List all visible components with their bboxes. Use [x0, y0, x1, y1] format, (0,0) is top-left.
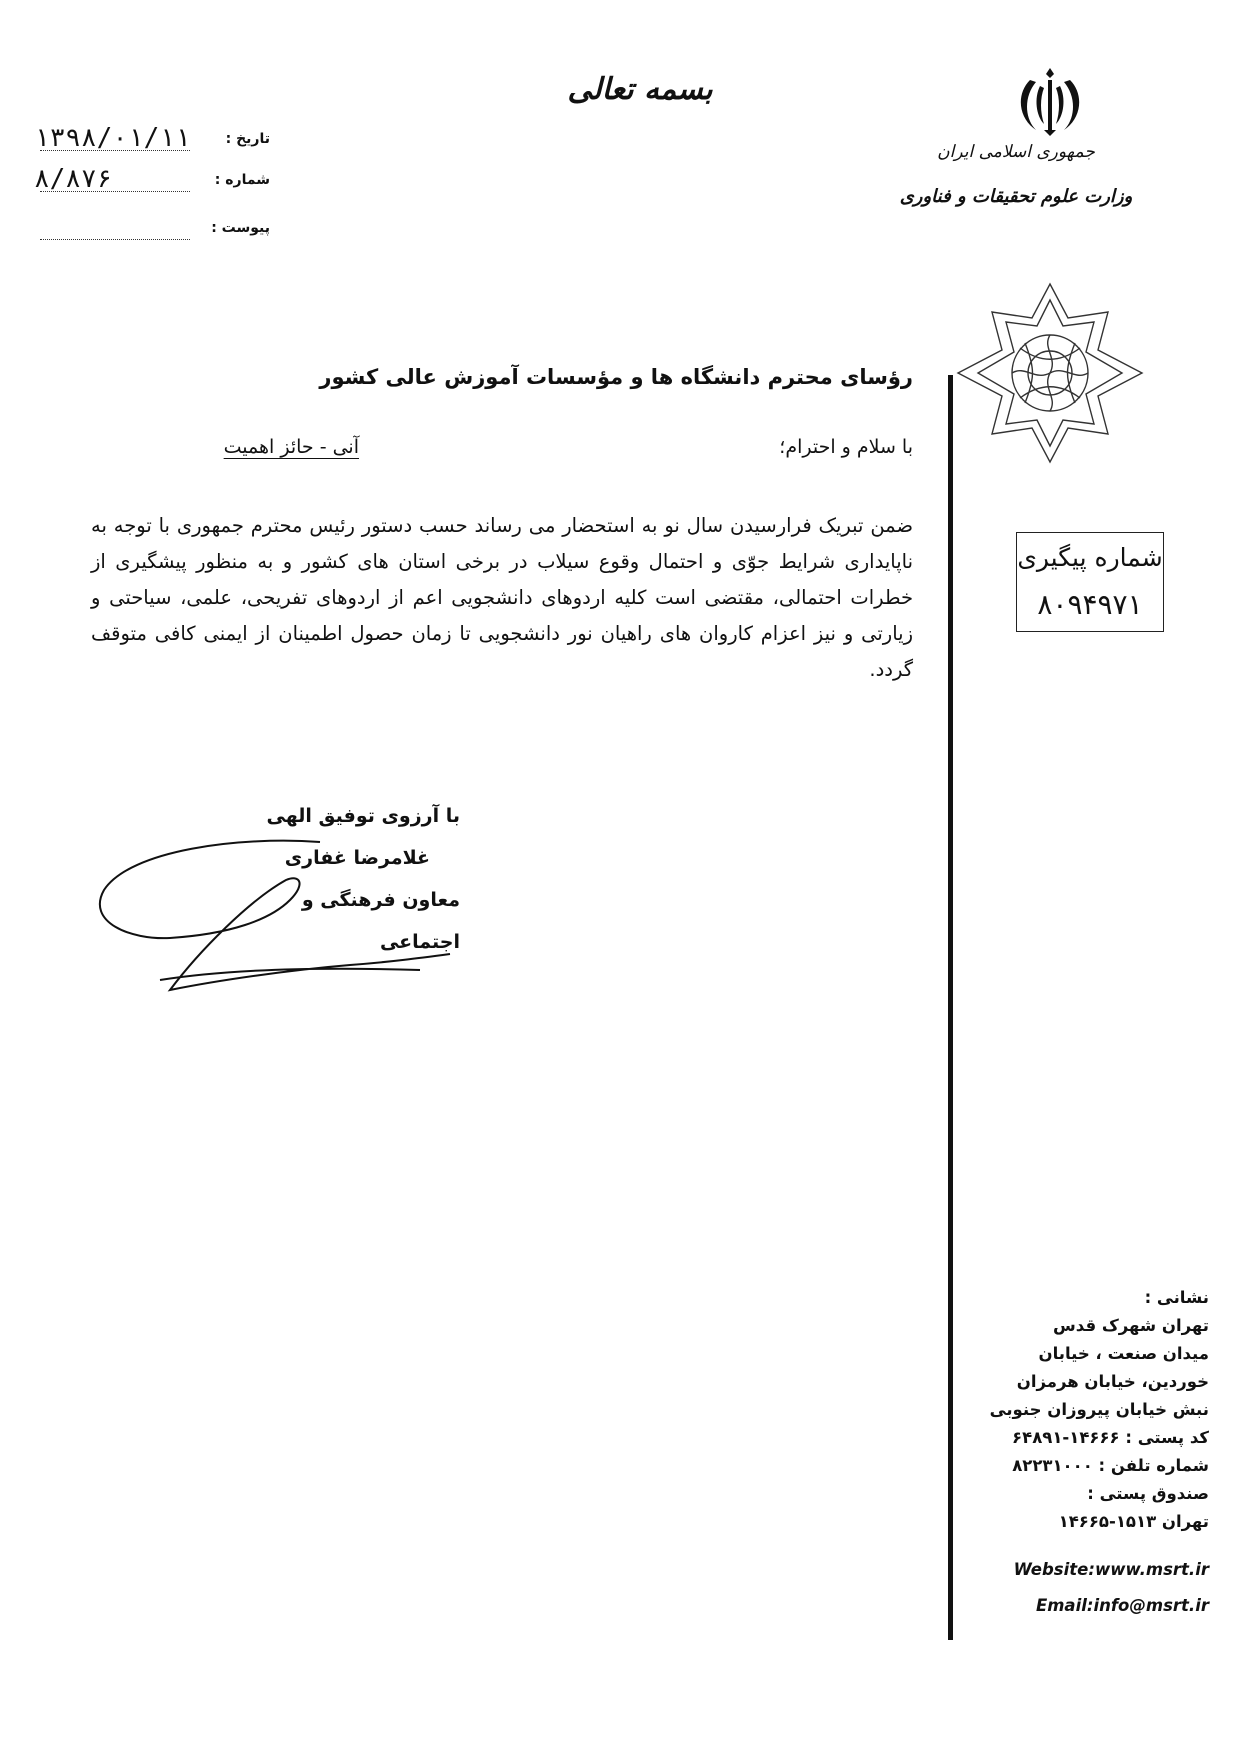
- email-link[interactable]: Email:info@msrt.ir: [1035, 1596, 1209, 1615]
- letter-body: ضمن تبریک فرارسیدن سال نو به استحضار می رساند حسب دستور رئیس محترم جمهوری با توجه به ناپایداری شرایط جوّی و احتمال وقوع سیلاب در برخی استان های کشور و به منظور پیشگیری از خطرات احتمالی، مقتضی است کلیه اردوهای دانشجویی اعم از اردوهای تفریحی، علمی، سیاحتی و زیارتی و نیز اعزام کاروان های راهیان نور دانشجویی تا زمان حصول اطمینان از ایمنی کافی متوقف گردد.: [91, 514, 913, 681]
- number-label: شماره :: [214, 172, 270, 188]
- bismillah-heading: بسمه تعالی: [567, 72, 713, 107]
- signatory-title: معاون فرهنگی و اجتماعی: [301, 889, 460, 953]
- ministry-name: وزارت علوم تحقیقات و فناوری: [899, 186, 1133, 207]
- attachment-label: پیوست :: [211, 220, 270, 236]
- address-block: [939, 1284, 1209, 1536]
- signature-closing: با آرزوی توفیق الهی: [266, 805, 460, 827]
- republic-name: جمهوری اسلامی ایران: [937, 142, 1095, 162]
- postal-code: کد پستی : ۱۴۶۶۶-۶۴۸۹۱: [1012, 1428, 1209, 1447]
- addressee: رؤسای محترم دانشگاه ها و مؤسسات آموزش عالی کشور: [319, 365, 913, 389]
- greeting: با سلام و احترام؛: [779, 436, 913, 458]
- number-value: ۸/۸۷۶: [34, 164, 113, 194]
- date-label: تاریخ :: [225, 131, 270, 147]
- signatory-name: غلامرضا غفاری: [284, 847, 430, 869]
- date-field: [30, 125, 270, 157]
- iran-emblem-icon: [1010, 60, 1090, 140]
- tracking-label: شماره پیگیری: [1017, 543, 1163, 572]
- number-field: [30, 166, 270, 198]
- address-line: نبش خیابان پیروزان جنوبی: [989, 1400, 1209, 1419]
- signature-block: [220, 795, 460, 963]
- address-line: میدان صنعت ، خیابان: [1038, 1344, 1209, 1363]
- tracking-number: ۸۰۹۴۹۷۱: [1037, 588, 1143, 621]
- attachment-line: [40, 239, 190, 240]
- address-line: نشانی :: [1144, 1288, 1209, 1307]
- po-box-label: صندوق پستی :: [1087, 1484, 1209, 1503]
- ornament-icon: [950, 278, 1150, 468]
- attachment-field: [30, 214, 270, 246]
- address-line: خوردین، خیابان هرمزان: [1016, 1372, 1209, 1391]
- tracking-number-box: [1016, 532, 1164, 632]
- po-box-value: تهران ۱۵۱۳-۱۴۶۶۵: [1058, 1512, 1209, 1531]
- address-line: تهران شهرک قدس: [1053, 1316, 1209, 1335]
- web-contact: [939, 1552, 1209, 1624]
- date-value: ۱۳۹۸/۰۱/۱۱: [34, 123, 191, 153]
- priority-note: آنی - حائز اهمیت: [223, 436, 359, 458]
- website-link[interactable]: Website:www.msrt.ir: [1013, 1560, 1209, 1579]
- phone-number: شماره تلفن : ۸۲۲۳۱۰۰۰: [1012, 1456, 1209, 1475]
